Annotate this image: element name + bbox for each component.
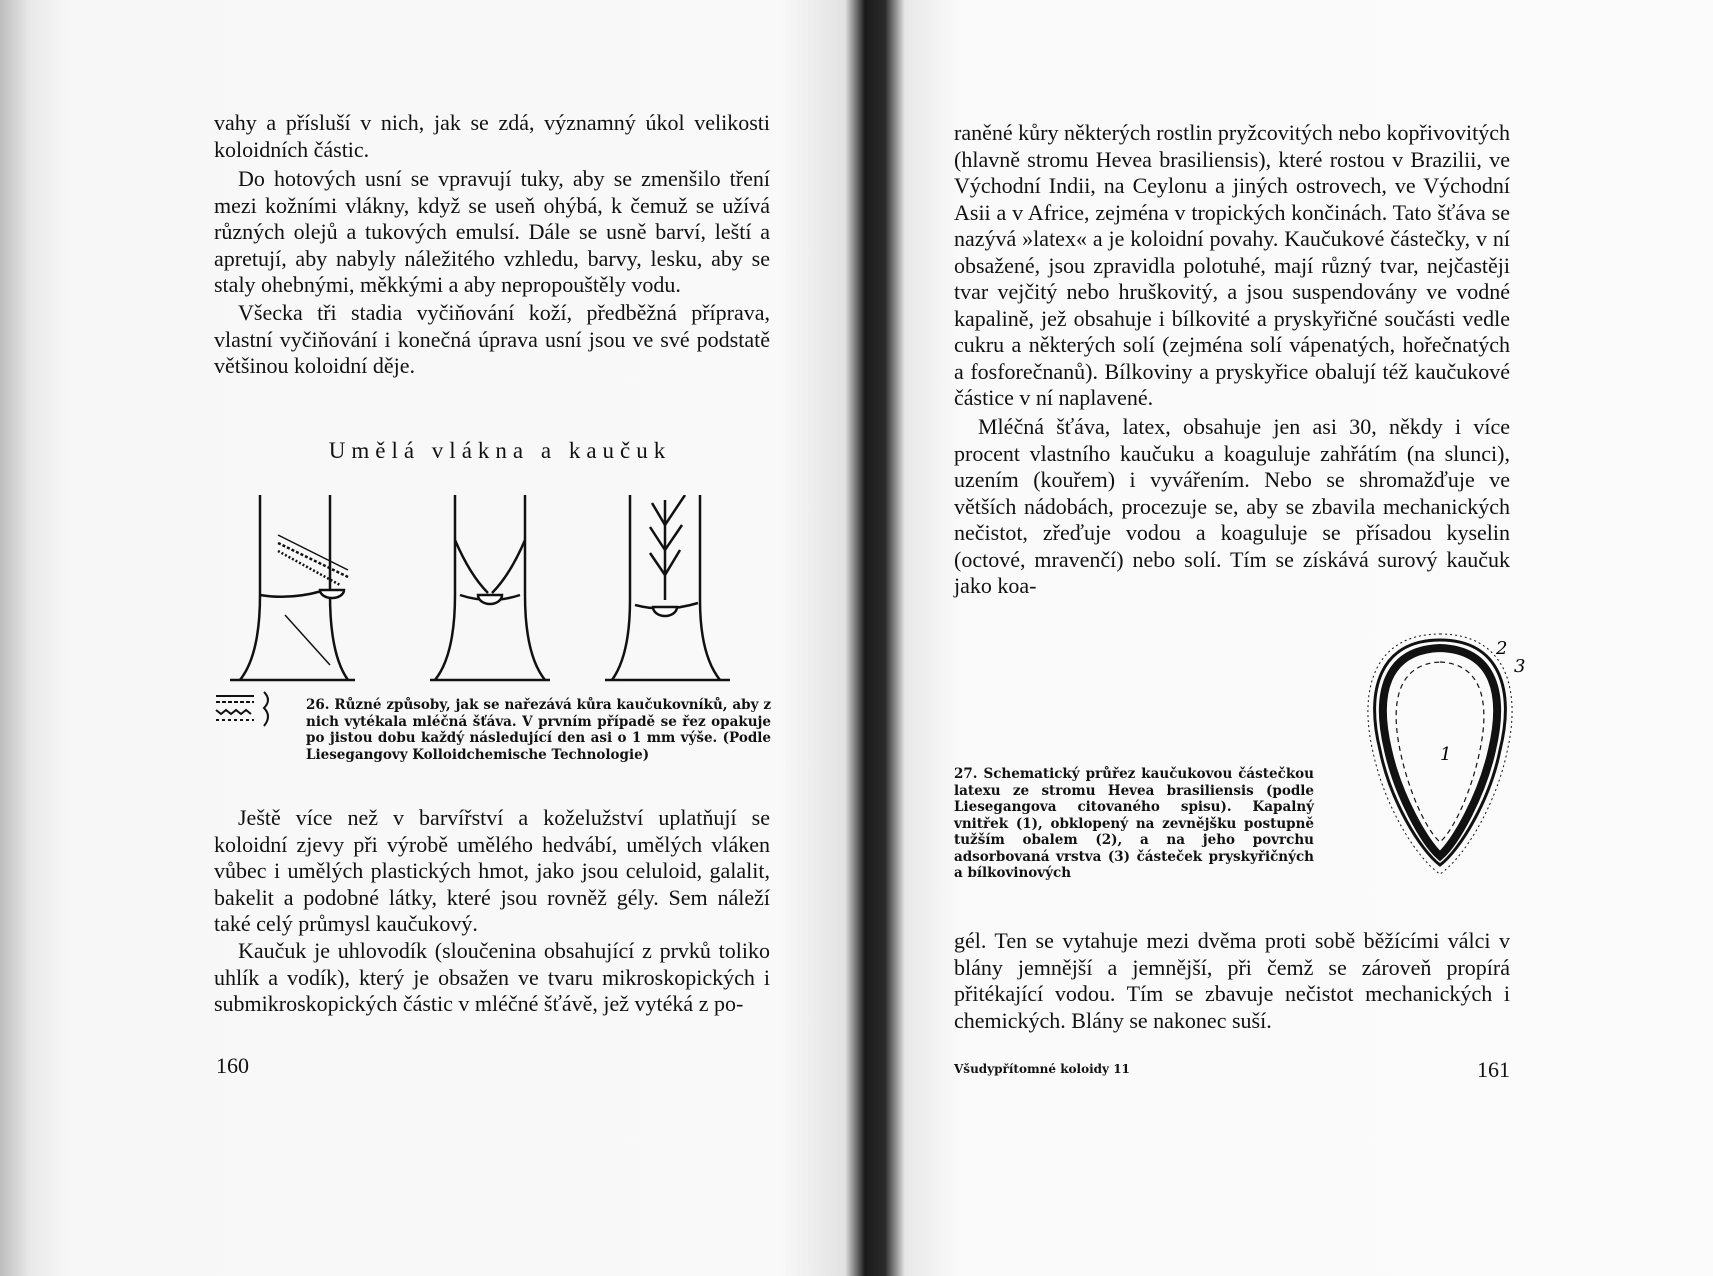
paragraph: Ještě více než v barvířství a koželužství uplatňují se koloidní zjevy při výrobě umělého hedvábí, umělých vláken vůbec i umělých plastických hmot, jako jsou celuloid, galalit, bakelit a podobné látky, které jsou rovněž gély. Sem náleží také celý průmysl kaučukový.: [214, 805, 770, 936]
figure-27-latex-particle: [1350, 630, 1530, 880]
legend-hatch-marks: [214, 690, 284, 730]
section-heading: Umělá vlákna a kaučuk: [328, 438, 672, 463]
figure-label: 3: [1514, 656, 1526, 677]
page-number: 161: [1477, 1057, 1510, 1082]
figure-label: 1: [1440, 744, 1452, 765]
figure-label: 2: [1496, 638, 1508, 659]
right-page: [890, 0, 1713, 1276]
figure-caption: 26. Různé způsoby, jak se nařezává kůra kaučukovníků, aby z nich vytékala mléčná šťáva. V prvním případě se řez opakuje po jistou dobu každý následující den asi o 1 mm výše. (Podle Liesegangovy Kolloidchemische Technologie): [306, 697, 771, 763]
paragraph: Kaučuk je uhlovodík (sloučenina obsahující z prvků toliko uhlík a vodík), který je obsažen ve tvaru mikroskopických i submikroskopických částic v mléčné šťávě, jež vytéká z po-: [214, 938, 770, 1016]
tree-trunk-2: [430, 495, 550, 680]
page-number: 160: [216, 1053, 249, 1078]
figure-26-tree-tapping: [230, 495, 790, 685]
page-footer: Všudypřítomné koloidy 11: [954, 1062, 1130, 1076]
tree-trunk-1: [230, 495, 355, 680]
paragraph: Mléčná šťáva, latex, obsahuje jen asi 30, někdy i více procent vlastního kaučuku a koaguluje zahřátím (na slunci), uzením (kouřem) i vyvářením. Nebo se shromažďuje ve větších nádobách, procezuje se, aby se zbavila mechanických nečistot, zřeďuje vodou a koaguluje se přísadou kyselin (octové, mravenčí) nebo solí. Tím se získává surový kaučuk jako koa-: [954, 414, 1510, 598]
paragraph: raněné kůry některých rostlin pryžcovitých nebo kopřivovitých (hlavně stromu Hevea brasiliensis), které rostou v Brazilii, ve Východní Indii, na Ceylonu a jiných ostrovech, ve Východní Asii a v Africe, zejména v tropických končinách. Tato šťáva se nazývá »latex« a je koloidní povahy. Kaučukové částečky, v ní obsažené, jsou zpravidla polotuhé, mají různý tvar, nejčastěji tvar vejčitý nebo hruškovitý, a jsou suspendovány ve vodné kapalině, jež obsahuje i bílkovité a pryskyřičné součásti vedle cukru a některých solí (zejména solí vápenatých, hořečnatých a fosforečnanů). Bílkoviny a pryskyřice obalují též kaučukové částice v ní naplavené.: [954, 120, 1510, 410]
figure-caption: 27. Schematický průřez kaučukovou částečkou latexu ze stromu Hevea brasiliensis (podle Liesegangova citovaného spisu). Kapalný vnitřek (1), obklopený na zevnějšku postupně tužším obalem (2), a na jeho povrchu adsorbovaná vrstva (3) částeček pryskyřičných a bílkovinových: [954, 766, 1314, 881]
tree-trunk-3: [605, 495, 730, 680]
paragraph: vahy a přísluší v nich, jak se zdá, významný úkol velikosti koloidních částic.: [214, 110, 770, 162]
paragraph: Do hotových usní se vpravují tuky, aby se zmenšilo tření mezi kožními vlákny, když se useň ohýbá, k čemuž se užívá různých olejů a tukových emulsí. Dále se usně barví, leští a apretují, aby nabyly náležitého vzhledu, barvy, lesku, aby se staly ohebnými, měkkými a aby nepropouštěly vodu.: [214, 166, 770, 297]
paragraph: Všecka tři stadia vyčiňování koží, předběžná příprava, vlastní vyčiňování i konečná úprava usní jsou ve své podstatě většinou koloidní děje.: [214, 300, 770, 378]
paragraph: gél. Ten se vytahuje mezi dvěma proti sobě běžícími válci v blány jemnější a jemnější, při čemž se zároveň propírá přitékající vodou. Tím se zbavuje nečistot mechanických i chemických. Blány se nakonec suší.: [954, 928, 1510, 1033]
